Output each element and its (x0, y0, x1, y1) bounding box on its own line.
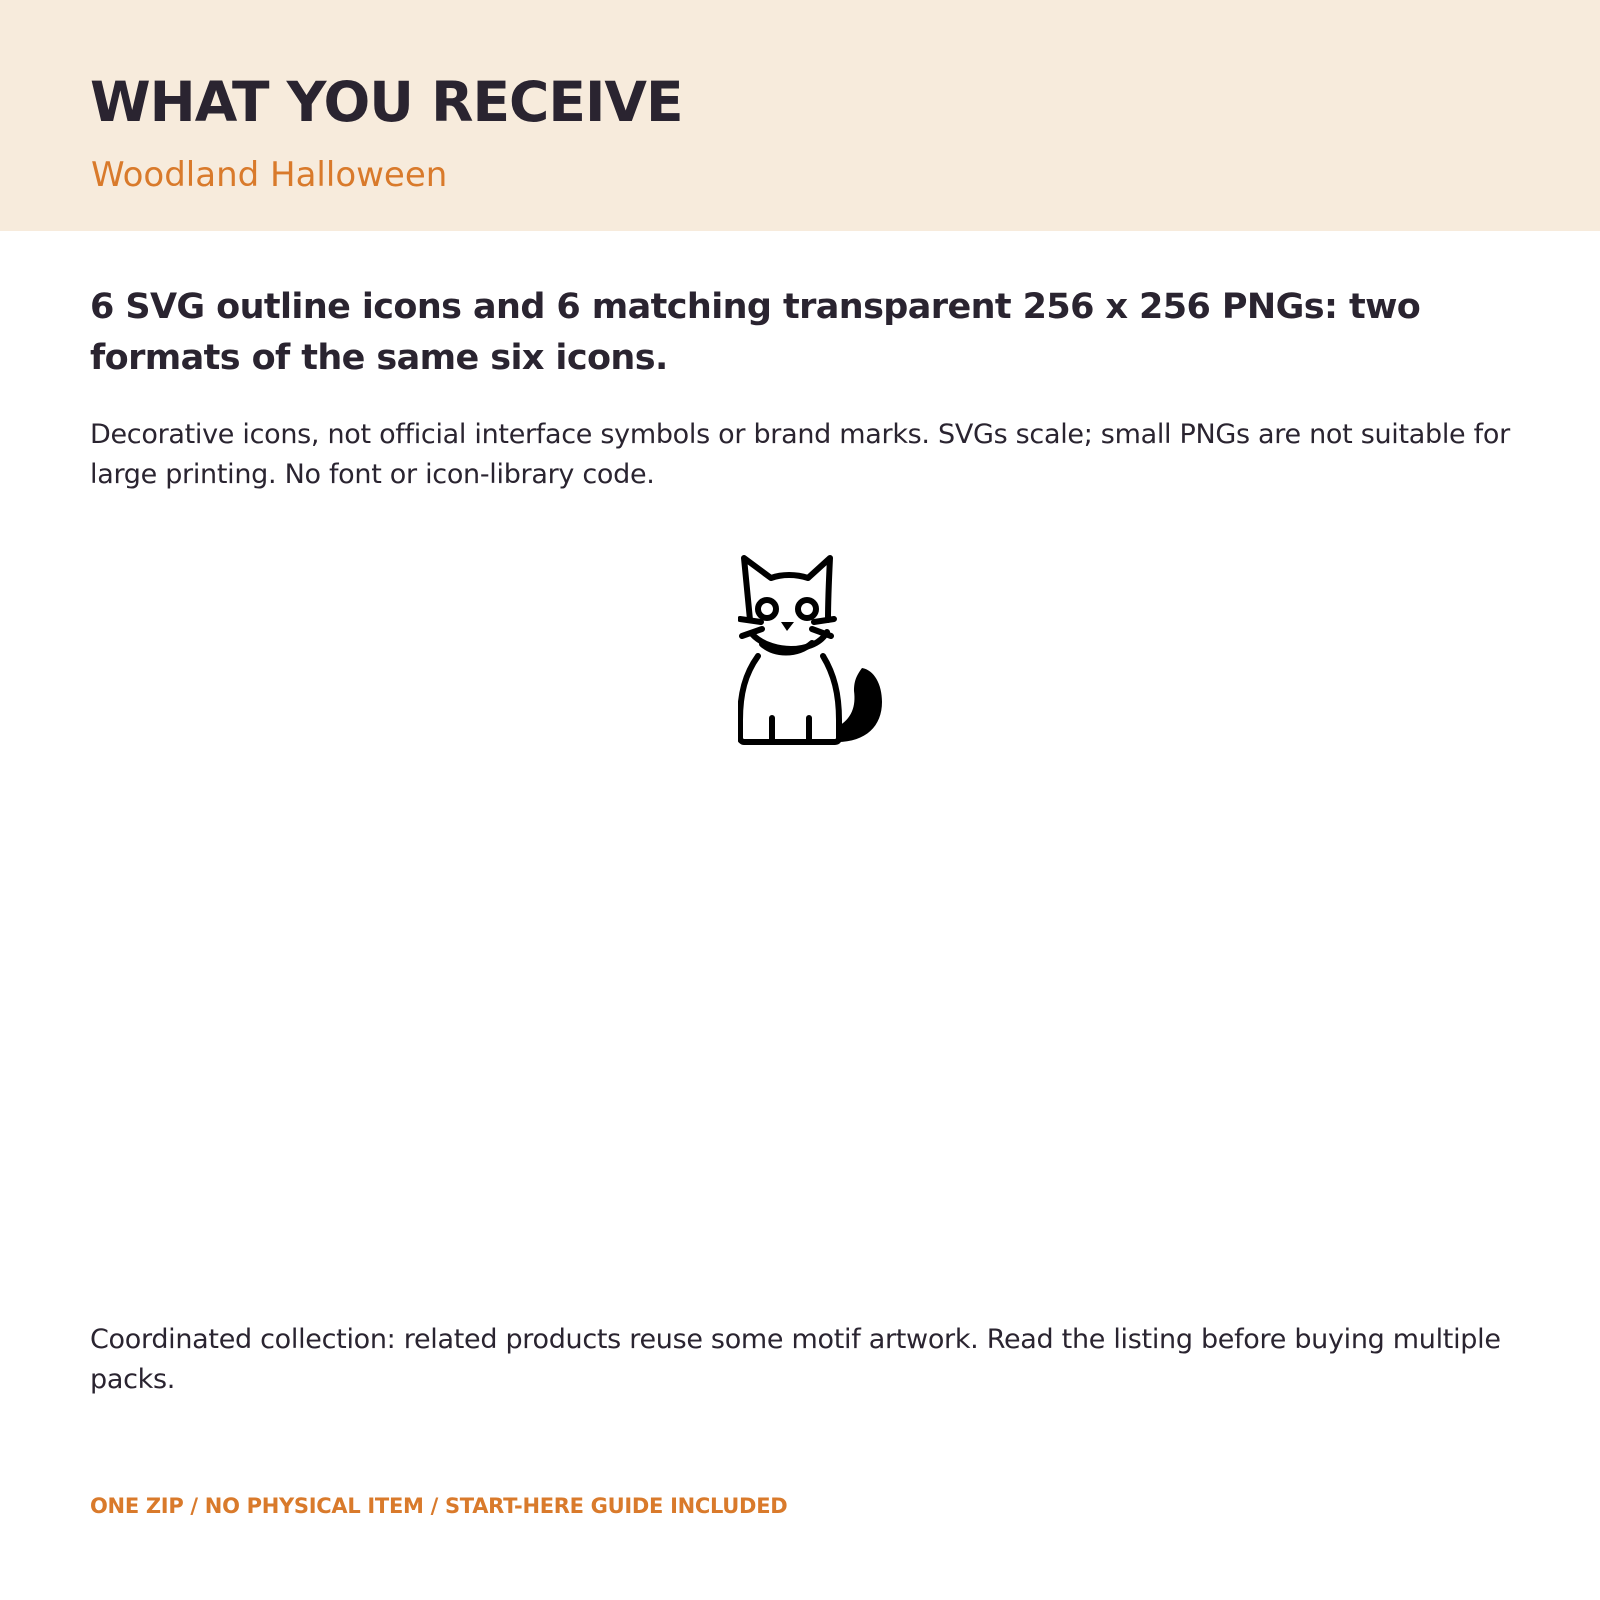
header-banner (0, 0, 1600, 231)
page-subtitle: Woodland Halloween (91, 155, 448, 195)
cat-icon (738, 552, 894, 752)
page-title: WHAT YOU RECEIVE (90, 70, 683, 134)
usage-note: Decorative icons, not official interface symbols or brand marks. SVGs scale; small PNGs are not suitable for large printing. No font or icon-library code. (90, 419, 1510, 490)
lead-paragraph: 6 SVG outline icons and 6 matching transparent 256 x 256 PNGs: two formats of the same six icons. (90, 287, 1421, 378)
footer-tagline: ONE ZIP / NO PHYSICAL ITEM / START-HERE GUIDE INCLUDED (90, 1494, 788, 1518)
collection-note: Coordinated collection: related products reuse some motif artwork. Read the listing before buying multiple packs. (90, 1324, 1501, 1395)
